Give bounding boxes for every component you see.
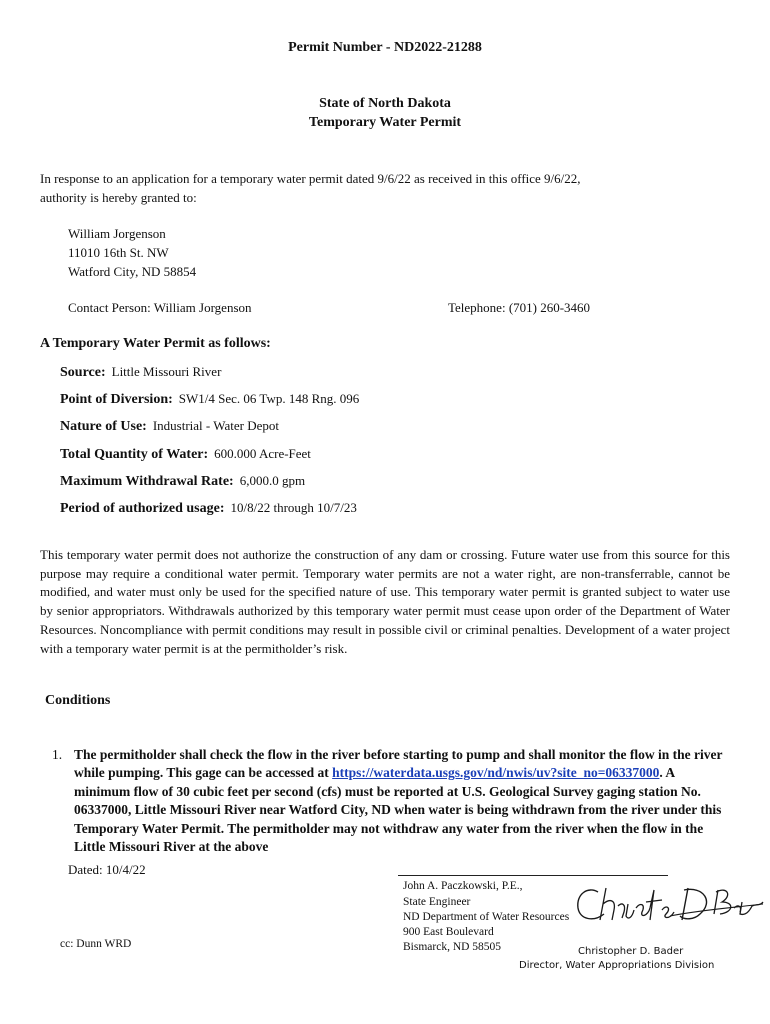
quantity-row [60, 446, 311, 463]
signer2-name: Christopher D. Bader [578, 946, 684, 957]
condition-text-part-1: The permitholder shall check the flow in the river before starting to pump and shall monitor the flow in the river while pumping. This gage can be accessed at [74, 747, 723, 781]
dept-city: Bismarck, ND 58505 [403, 941, 502, 953]
use-value: Industrial - Water Depot [152, 418, 279, 433]
intro-line-2: authority is hereby granted to: [40, 190, 197, 205]
rate-label: Maximum Withdrawal Rate: [60, 474, 234, 489]
grantee-name: William Jorgenson [68, 226, 166, 241]
period-label: Period of authorized usage: [60, 501, 225, 516]
conditions-heading: Conditions [45, 693, 111, 708]
period-value: 10/8/22 through 10/7/23 [230, 500, 357, 515]
dated: Dated: 10/4/22 [68, 862, 152, 878]
grantee-city: Watford City, ND 58854 [68, 264, 197, 279]
handwritten-signature [570, 880, 765, 930]
condition-number: 1. [52, 747, 63, 762]
signer-title: State Engineer [403, 896, 471, 908]
use-label: Nature of Use: [60, 419, 147, 434]
diversion-label: Point of Diversion: [60, 392, 173, 407]
rate-row [60, 473, 305, 490]
usgs-gage-link[interactable]: https://waterdata.usgs.gov/nd/nwis/uv?site_no=06337000 [332, 765, 660, 781]
source-label: Source: [60, 365, 106, 380]
department: ND Department of Water Resources [403, 911, 570, 923]
permit-number: Permit Number - ND2022-21288 [288, 40, 482, 55]
contact-person: Contact Person: William Jorgenson [68, 300, 252, 315]
period-row [60, 500, 357, 517]
dept-address: 900 East Boulevard [403, 926, 494, 938]
diversion-row [60, 391, 359, 408]
quantity-value: 600.000 Acre-Feet [214, 446, 311, 461]
intro-line-1: In response to an application for a temporary water permit dated 9/6/22 as received in this office 9/6/22, [40, 171, 581, 186]
state-title: State of North Dakota [319, 96, 451, 111]
condition-text-part-2: . A minimum flow of 30 cubic feet per second (cfs) must be reported at U.S. Geological Survey gaging station No. 06337000, Little Missouri River near Watford City, ND when water is being withdrawn from the river under this Temporary Water Permit. The permitholder may not withdraw any water from the river when the flow in the Little Missouri River at the above [74, 765, 722, 855]
signature-line [398, 875, 668, 876]
permit-type-title: Temporary Water Permit [308, 115, 462, 130]
source-row [60, 364, 221, 381]
grantee-street: 11010 16th St. NW [68, 245, 169, 260]
use-row [60, 418, 279, 435]
quantity-label: Total Quantity of Water: [60, 447, 209, 462]
disclaimer-paragraph: This temporary water permit does not authorize the construction of any dam or crossing. Future water use from this source for this purpose may require a conditional water permit. Temporary water permits are not a water right, are non-transferrable, cannot be modified, and water must only be used for the specified nature of use. This temporary water permit is granted subject to water use by senior appropriators. Withdrawals authorized by this temporary water permit must cease upon order of the Department of Water Resources. Noncompliance with permit conditions may result in possible civil or criminal penalties. Development of a water project with a temporary water permit is at the permitholder’s risk. [40, 547, 730, 656]
permit-heading: A Temporary Water Permit as follows: [40, 336, 271, 351]
cc-line: cc: Dunn WRD [60, 938, 132, 950]
source-value: Little Missouri River [111, 364, 222, 379]
signer-name: John A. Paczkowski, P.E., [403, 880, 523, 892]
condition-item-1 [52, 746, 732, 856]
rate-value: 6,000.0 gpm [239, 473, 306, 488]
diversion-value: SW1/4 Sec. 06 Twp. 148 Rng. 096 [178, 391, 360, 406]
condition-text [74, 746, 732, 856]
signer2-title: Director, Water Appropriations Division [519, 960, 715, 971]
telephone: Telephone: (701) 260-3460 [448, 300, 591, 315]
